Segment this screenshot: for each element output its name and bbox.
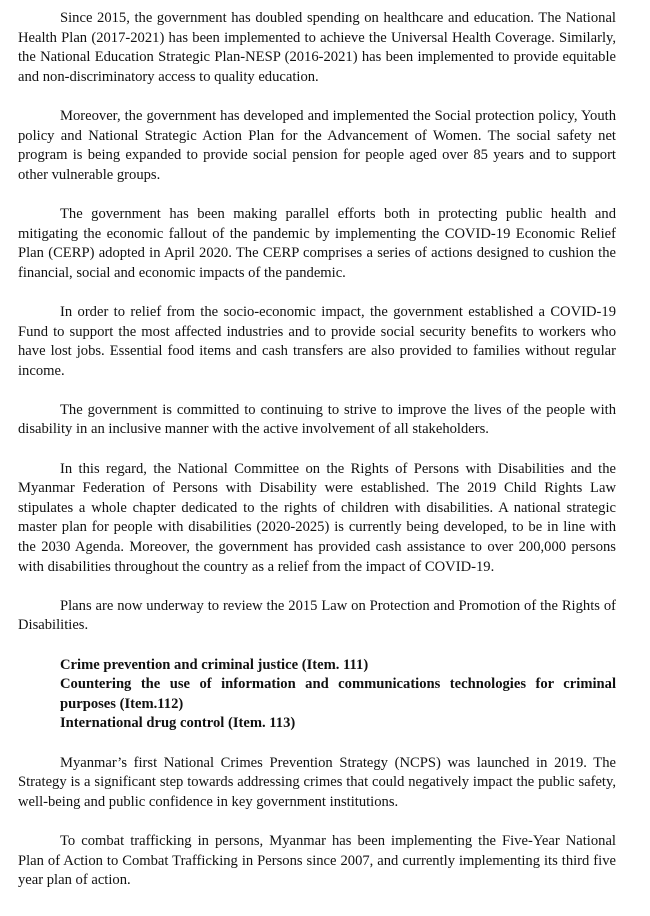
paragraph-crime-prevention-strategy: Myanmar’s first National Crimes Prevention Strategy (NCPS) was launched in 2019. The Strategy is a significant step towards addressing crimes that could negatively impact the public safety, well-being and public confidence in key government institutions. bbox=[18, 754, 616, 810]
paragraph-law-review: Plans are now underway to review the 2015 Law on Protection and Promotion of the Rights of Disabilities. bbox=[18, 597, 616, 634]
paragraph-disability-commitment: The government is committed to continuing to strive to improve the lives of the people with disability in an inclusive manner with the active involvement of all stakeholders. bbox=[18, 401, 616, 438]
heading-ict-crime: Countering the use of information and communications technologies for criminal purposes (Item.112) bbox=[60, 676, 616, 712]
heading-drug-control: International drug control (Item. 113) bbox=[60, 715, 296, 732]
paragraph-healthcare-education: Since 2015, the government has doubled spending on healthcare and education. The National Health Plan (2017-2021) has been implemented to achieve the Universal Health Coverage. Similarly, the National Education Strategic Plan-NESP (2016-2021) has been implemented to provide equitable and non-discriminatory access to quality education. bbox=[18, 10, 616, 85]
heading-crime-prevention: Crime prevention and criminal justice (Item. 111) bbox=[60, 656, 369, 673]
section-headings bbox=[18, 656, 616, 734]
paragraph-trafficking: To combat trafficking in persons, Myanmar has been implementing the Five-Year National Plan of Action to Combat Trafficking in Persons since 2007, and currently implementing its third five year plan of action. bbox=[18, 832, 616, 889]
paragraph-social-protection: Moreover, the government has developed and implemented the Social protection policy, Youth policy and National Strategic Action Plan for the Advancement of Women. The social safety net program is being expanded to provide social pension for people aged over 85 years and to support other vulnerable groups. bbox=[18, 107, 616, 183]
paragraph-disability-committee: In this regard, the National Committee on the Rights of Persons with Disabilities and the Myanmar Federation of Persons with Disability were established. The 2019 Child Rights Law stipulates a whole chapter dedicated to the rights of children with disabilities. A national strategic master plan for people with disabilities (2020-2025) is currently being developed, to be in line with the 2030 Agenda. Moreover, the government has provided cash assistance to over 200,000 persons with disabilities throughout the country as a relief from the impact of COVID-19. bbox=[18, 460, 616, 575]
paragraph-economic-relief-plan: The government has been making parallel efforts both in protecting public health and mitigating the economic fallout of the pandemic by implementing the COVID-19 Economic Relief Plan (CERP) adopted in April 2020. The CERP comprises a series of actions designed to cushion the financial, social and economic impacts of the pandemic. bbox=[18, 205, 616, 281]
paragraph-covid-fund: In order to relief from the socio-economic impact, the government established a COVID-19 Fund to support the most affected industries and to provide social security benefits to workers who have lost jobs. Essential food items and cash transfers are also provided to families without regular income. bbox=[18, 303, 616, 379]
document-page bbox=[18, 9, 616, 910]
